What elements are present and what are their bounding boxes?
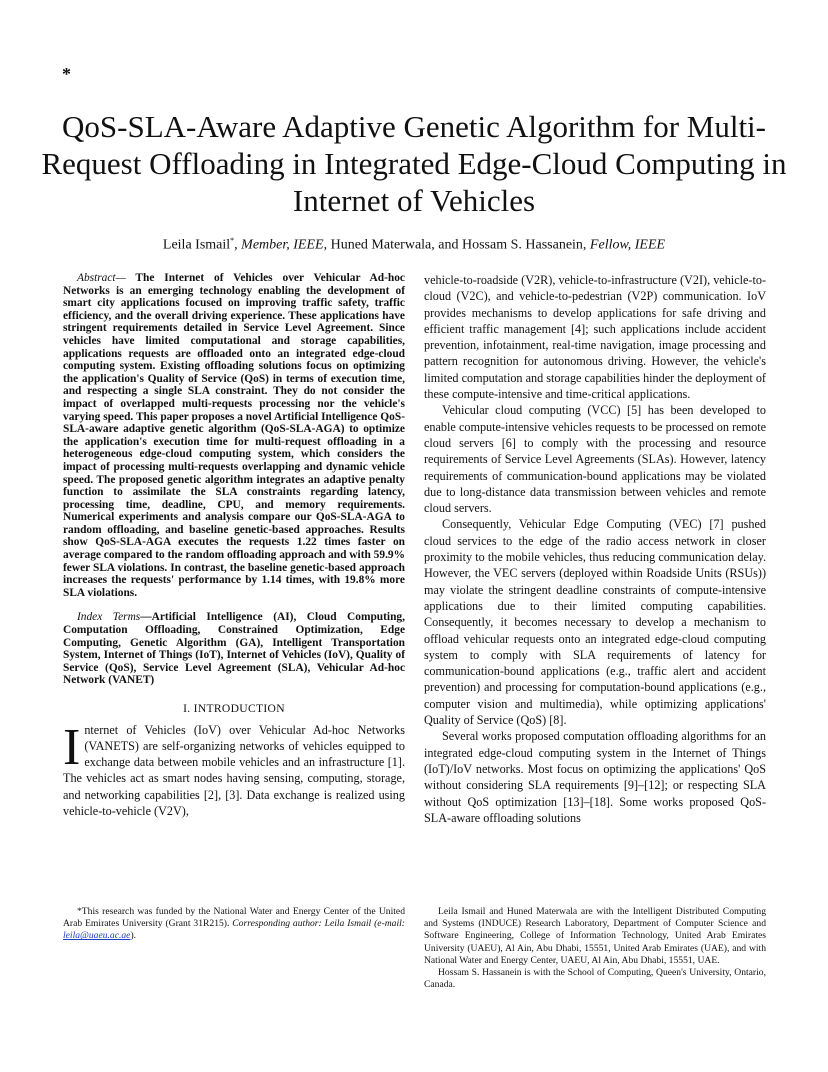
email-link[interactable]: leila@uaeu.ac.ae [63,930,131,942]
intro-paragraph [63,718,405,820]
abstract [63,272,405,599]
author-1-role: Member, IEEE [241,237,324,253]
affiliation-2: Hossam S. Hassanein is with the School of Computing, Queen's University, Ontario, Canada. [424,967,766,991]
right-column [424,272,766,826]
section-heading-introduction: I. INTRODUCTION [183,702,285,715]
abstract-body: The Internet of Vehicles over Vehicular Ad-hoc Networks is an emerging technology enabling the development of smart city applications focused on improving traffic safety, traffic efficiency, and the overall driving experience. These applications have stringent requirements detailed in Service Level Agreement. Since vehicles have limited computational and storage capabilities, applications requests are offloaded onto an integrated edge-cloud computing system. Existing offloading solutions focus on optimizing the application's Quality of Service (QoS) in terms of execution time, and respecting a single SLA constraint. They do not consider the impact of overlapped multi-requests processing nor the vehicle's varying speed. This paper proposes a novel Artificial Intelligence QoS-SLA-aware adaptive genetic algorithm (QoS-SLA-AGA) to optimize the application's execution time for multi-request offloading in a heterogeneous edge-cloud computing system, which considers the impact of processing multi-requests overlapping and dynamic vehicle speed. The proposed genetic algorithm integrates an adaptive penalty function to assimilate the SLA constraints regarding latency, processing time, deadline, CPU, and memory requirements. Numerical experiments and analysis compare our QoS-SLA-AGA to random offloading, and baseline genetic-based approaches. Results show QoS-SLA-AGA executes the requests 1.22 times faster on average compared to the random offloading approach and with 59.9% fewer SLA violations. In contrast, the baseline genetic-based approach increases the requests' performance by 1.14 times, with 19.8% more SLA violations. [63,272,405,599]
intro-text: nternet of Vehicles (IoV) over Vehicular Ad-hoc Networks (VANETS) are self-organizing networks of vehicles equipped to exchange data between mobile vehicles and an infrastructure [1]. The vehicles act as smart nodes having sensing, computing, storage, and networking capabilities [2], [3]. Data exchange is realized using vehicle-to-vehicle (V2V), [63,722,405,819]
funding-footnote-text [63,906,405,943]
author-2-3: Huned Materwala, and Hossam S. Hassanein, [330,237,587,253]
title-marker: * [62,64,71,84]
right-paragraph-1: vehicle-to-roadside (V2R), vehicle-to-infrastructure (V2I), vehicle-to-cloud (V2C), and vehicle-to-pedestrian (V2P) communication. IoV provides mechanisms to develop applications for safe driving and efficient traffic management [4]; such applications include accident prevention, infotainment, real-time navigation, image processing and pattern recognition for autonomous driving. However, the vehicle's limited computation and storage capabilities hinder the deployment of these compute-intensive and time-critical applications. [424,273,766,402]
index-terms [63,611,405,687]
paper-title: QoS-SLA-Aware Adaptive Genetic Algorithm for Multi-Request Offloading in Integrated Edge-Cloud Computing in Internet of Vehicles [41,109,787,218]
funding-text: *This research was funded by the National Water and Energy Center of the United Arab Emirates University (Grant 31R215). [63,906,405,930]
index-terms-body: —Artificial Intelligence (AI), Cloud Computing, Computation Offloading, Constrained Optimization, Edge Computing, Genetic Algorithm (GA), Intelligent Transportation System, Internet of Things (IoT), Internet of Vehicles (IoV), Quality of Service (QoS), Service Level Agreement (SLA), Vehicular Ad-hoc Network (VANET) [63,611,405,687]
author-line: Leila Ismail*, Member, IEEE, Huned Materwala, and Hossam S. Hassanein, Fellow, IEEE [162,236,666,253]
drop-cap: I [63,718,81,776]
funding-footnote [63,906,405,943]
index-terms-lead: Index Terms [77,611,141,624]
affiliation-1: Leila Ismail and Huned Materwala are with the Intelligent Distributed Computing and Systems (INDUCE) Research Laboratory, Department of Computer Science and Software Engineering, College of Information Technology, United Arab Emirates University (UAEU), Al Ain, Abu Dhabi, 15551, United Arab Emirates (UAE), and with National Water and Energy Center, UAEU, Al Ain, Abu Dhabi, 15551, UAE. [424,906,766,966]
affiliation-footnote [424,906,766,991]
left-column [63,272,405,819]
author-3-role: Fellow, IEEE [589,237,666,253]
corresponding-author: Corresponding author: Leila Ismail (e-mail: [229,918,406,930]
author-1-marker: * [230,236,235,245]
right-paragraph-4: Several works proposed computation offloading algorithms for an integrated edge-cloud computing system in the Internet of Things (IoT)/IoV networks. Most focus on optimizing the applications' QoS without considering SLA requirements [9]–[12]; or respecting SLA without QoS optimization [13]–[18]. Some works proposed QoS-SLA-aware offloading solutions [424,729,766,825]
right-paragraph-3: Consequently, Vehicular Edge Computing (VEC) [7] pushed cloud services to the edge of the radio access network in closer proximity to the mobile vehicles, thus reducing communication delay. However, the VEC servers (deployed within Roadside Units (RSUs)) may violate the stringent deadline constraints of compute-intensive applications due to their limited computing capabilities. Consequently, it becomes necessary to develop a mechanism to offload vehicular requests onto an integrated edge-cloud computing system to comply with SLA requirements of latency for communication-bound applications (e.g., traffic alert and accident prevention) and processing for computation-bound applications (e.g., computer vision and multimedia), while optimizing applications' Quality of Service (QoS) [8]. [424,517,766,728]
author-1: Leila Ismail [162,237,231,253]
footnote-close: ). [130,930,137,942]
right-paragraph-2: Vehicular cloud computing (VCC) [5] has been developed to enable compute-intensive vehicles requests to be processed on remote cloud servers [6] to comply with the processing and resource requirements of Service Level Agreements (SLAs). However, latency requirements of communication-bound applications may be violated due to long-distance data transmission between vehicles and remote cloud servers. [424,403,766,516]
abstract-lead: Abstract— [77,272,126,284]
